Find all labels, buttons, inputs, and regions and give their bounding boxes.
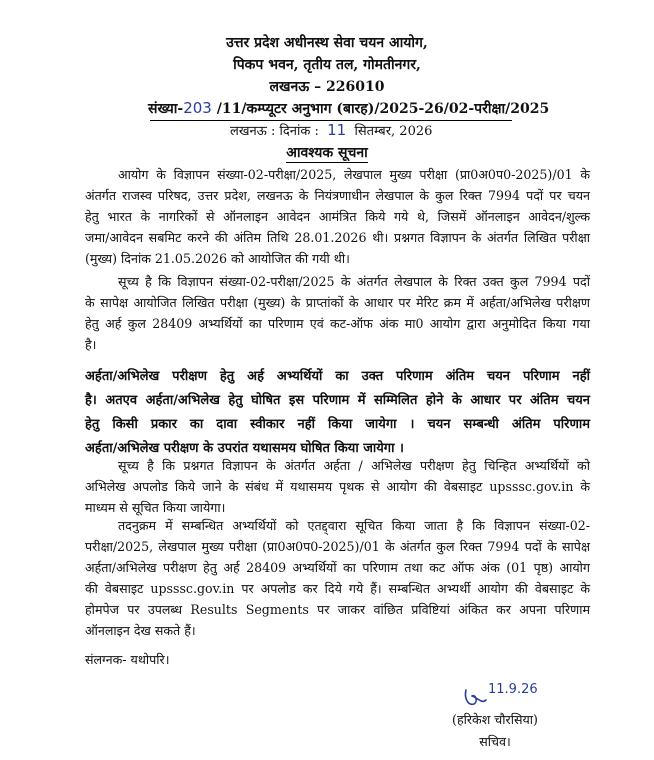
paragraph-line: माध्यम से सूचित किया जायेगा। [85, 500, 226, 515]
paragraph-line: सूच्य है कि विज्ञापन संख्या-02-परीक्षा/2025 के अंतर्गत लेखपाल के रिक्त उक्त कुल 7994 पदों [118, 274, 590, 289]
paragraph-line: अर्हता/अभिलेख परीक्षण हेतु अर्ह 28409 अभ्यर्थियों का परिणाम तथा कट ऑफ अंक (01 पृष्ठ) आयोग [85, 560, 590, 575]
paragraph-line: होमपेज पर उपलब्ध Results Segments पर जाकर वांछित प्रविष्टियां अंकित कर अपना परिणाम [85, 602, 590, 617]
paragraph-line: अर्हता/अभिलेख परीक्षण के उपरांत यथासमय घोषित किया जायेगा । [85, 441, 404, 456]
paragraph-line: तदनुक्रम में सम्बन्धित अभ्यर्थियों को एतद्द्वारा सूचित किया जाता है कि विज्ञापन संख्या-02- [118, 518, 590, 533]
reference-suffix: /11/कम्प्यूटर अनुभाग (बारह)/2025-26/02-परीक्षा/2025 [216, 101, 550, 117]
date-prefix: लखनऊ : दिनांक : [230, 124, 319, 139]
paragraph-line: अभिलेख अपलोड किये जाने के संबंध में यथासमय पृथक से आयोग की वेबसाइट upsssc.gov.in के [85, 479, 590, 494]
paragraph-line: हेतु भारत के नागरिकों से ऑनलाइन आवेदन आमंत्रित किये गये थे, जिसमें ऑनलाइन आवेदन/शुल्क [85, 209, 590, 224]
paragraph-line: की वेबसाइट upsssc.gov.in पर अपलोड कर दिये गये हैं। सम्बन्धित अभ्यर्थी आयोग की वेबसाइट के [85, 581, 590, 596]
paragraph-1 [85, 164, 590, 269]
subject-text: आवश्यक सूचना [286, 145, 368, 161]
date-handwritten-day: 11 [327, 121, 347, 139]
reference-handwritten-number: 203 [183, 99, 212, 117]
paragraph-2 [85, 271, 590, 355]
paragraph-line: (मुख्य) दिनांक 21.05.2026 को आयोजित की गयी थी। [85, 251, 350, 266]
reference-number [148, 99, 549, 118]
office-city-pin: लखनऊ – 226010 [269, 79, 385, 95]
signatory-name: (हरिकेश चौरसिया) [452, 712, 538, 727]
paragraph-line: है। [85, 337, 97, 352]
paragraph-line: हेतु किसी प्रकार का दावा स्वीकार नहीं किया जायेगा । चयन सम्बन्धी अंतिम परिणाम [85, 417, 590, 432]
date-suffix: सितम्बर, 2026 [354, 124, 433, 139]
paragraph-line: अर्हता/अभिलेख परीक्षण हेतु अर्ह अभ्यर्थियों का उक्त परिणाम अंतिम चयन परिणाम नहीं [85, 369, 590, 384]
paragraph-line: परीक्षा/2025, लेखपाल मुख्य परीक्षा (प्रा0अ0प0-2025)/01 के अंतर्गत कुल रिक्त 7994 पदों के सापेक्ष [85, 539, 590, 554]
paragraph-line: आयोग के विज्ञापन संख्या-02-परीक्षा/2025, लेखपाल मुख्य परीक्षा (प्रा0अ0प0-2025)/01 के [118, 167, 590, 182]
paragraph-line: हेतु अर्ह कुल 28409 अभ्यर्थियों का परिणाम एवं कट-ऑफ अंक मा0 आयोग द्वारा अनुमोदित किया गया [85, 316, 590, 331]
paragraph-line: ऑनलाइन देख सकते हैं। [85, 623, 196, 638]
paragraph-5 [85, 515, 590, 641]
paragraph-line: के सापेक्ष आयोजित लिखित परीक्षा (मुख्य) के प्राप्तांकों के आधार पर मेरिट क्रम में अर्हता/अभिलेख परीक्षण [85, 295, 590, 310]
signatory-designation: सचिव। [479, 734, 511, 749]
enclosure-note: संलग्नक- यथोपरि। [85, 652, 170, 667]
office-name: उत्तर प्रदेश अधीनस्थ सेवा चयन आयोग, [226, 35, 428, 51]
paragraph-line: सूच्य है कि प्रश्नगत विज्ञापन के अंतर्गत अर्हता / अभिलेख परीक्षण हेतु चिन्हित अभ्यर्थियों को [118, 458, 590, 473]
signature-date: 11.9.26 [488, 682, 538, 697]
paragraph-line: अंतर्गत राजस्व परिषद, उत्तर प्रदेश, लखनऊ के नियंत्रणाधीन लेखपाल के कुल रिक्त 7994 पदों पर चयन [85, 188, 590, 203]
paragraph-4 [85, 455, 590, 518]
notice-subject [0, 143, 654, 162]
paragraph-3-bold [85, 365, 590, 461]
paragraph-line: है। अतएव अर्हता/अभिलेख हेतु घोषित इस परिणाम में सम्मिलित होने के आधार पर अंतिम चयन [85, 393, 590, 408]
reference-prefix: संख्या- [148, 101, 184, 117]
paragraph-line: जमा/आवेदन सबमिट करने की अंतिम तिथि 28.01.2026 थी। प्रश्नगत विज्ञापन के अंतर्गत लिखित परीक्षा [85, 230, 590, 245]
office-address: पिकप भवन, तृतीय तल, गोमतीनगर, [233, 57, 421, 73]
date-line [230, 121, 432, 139]
